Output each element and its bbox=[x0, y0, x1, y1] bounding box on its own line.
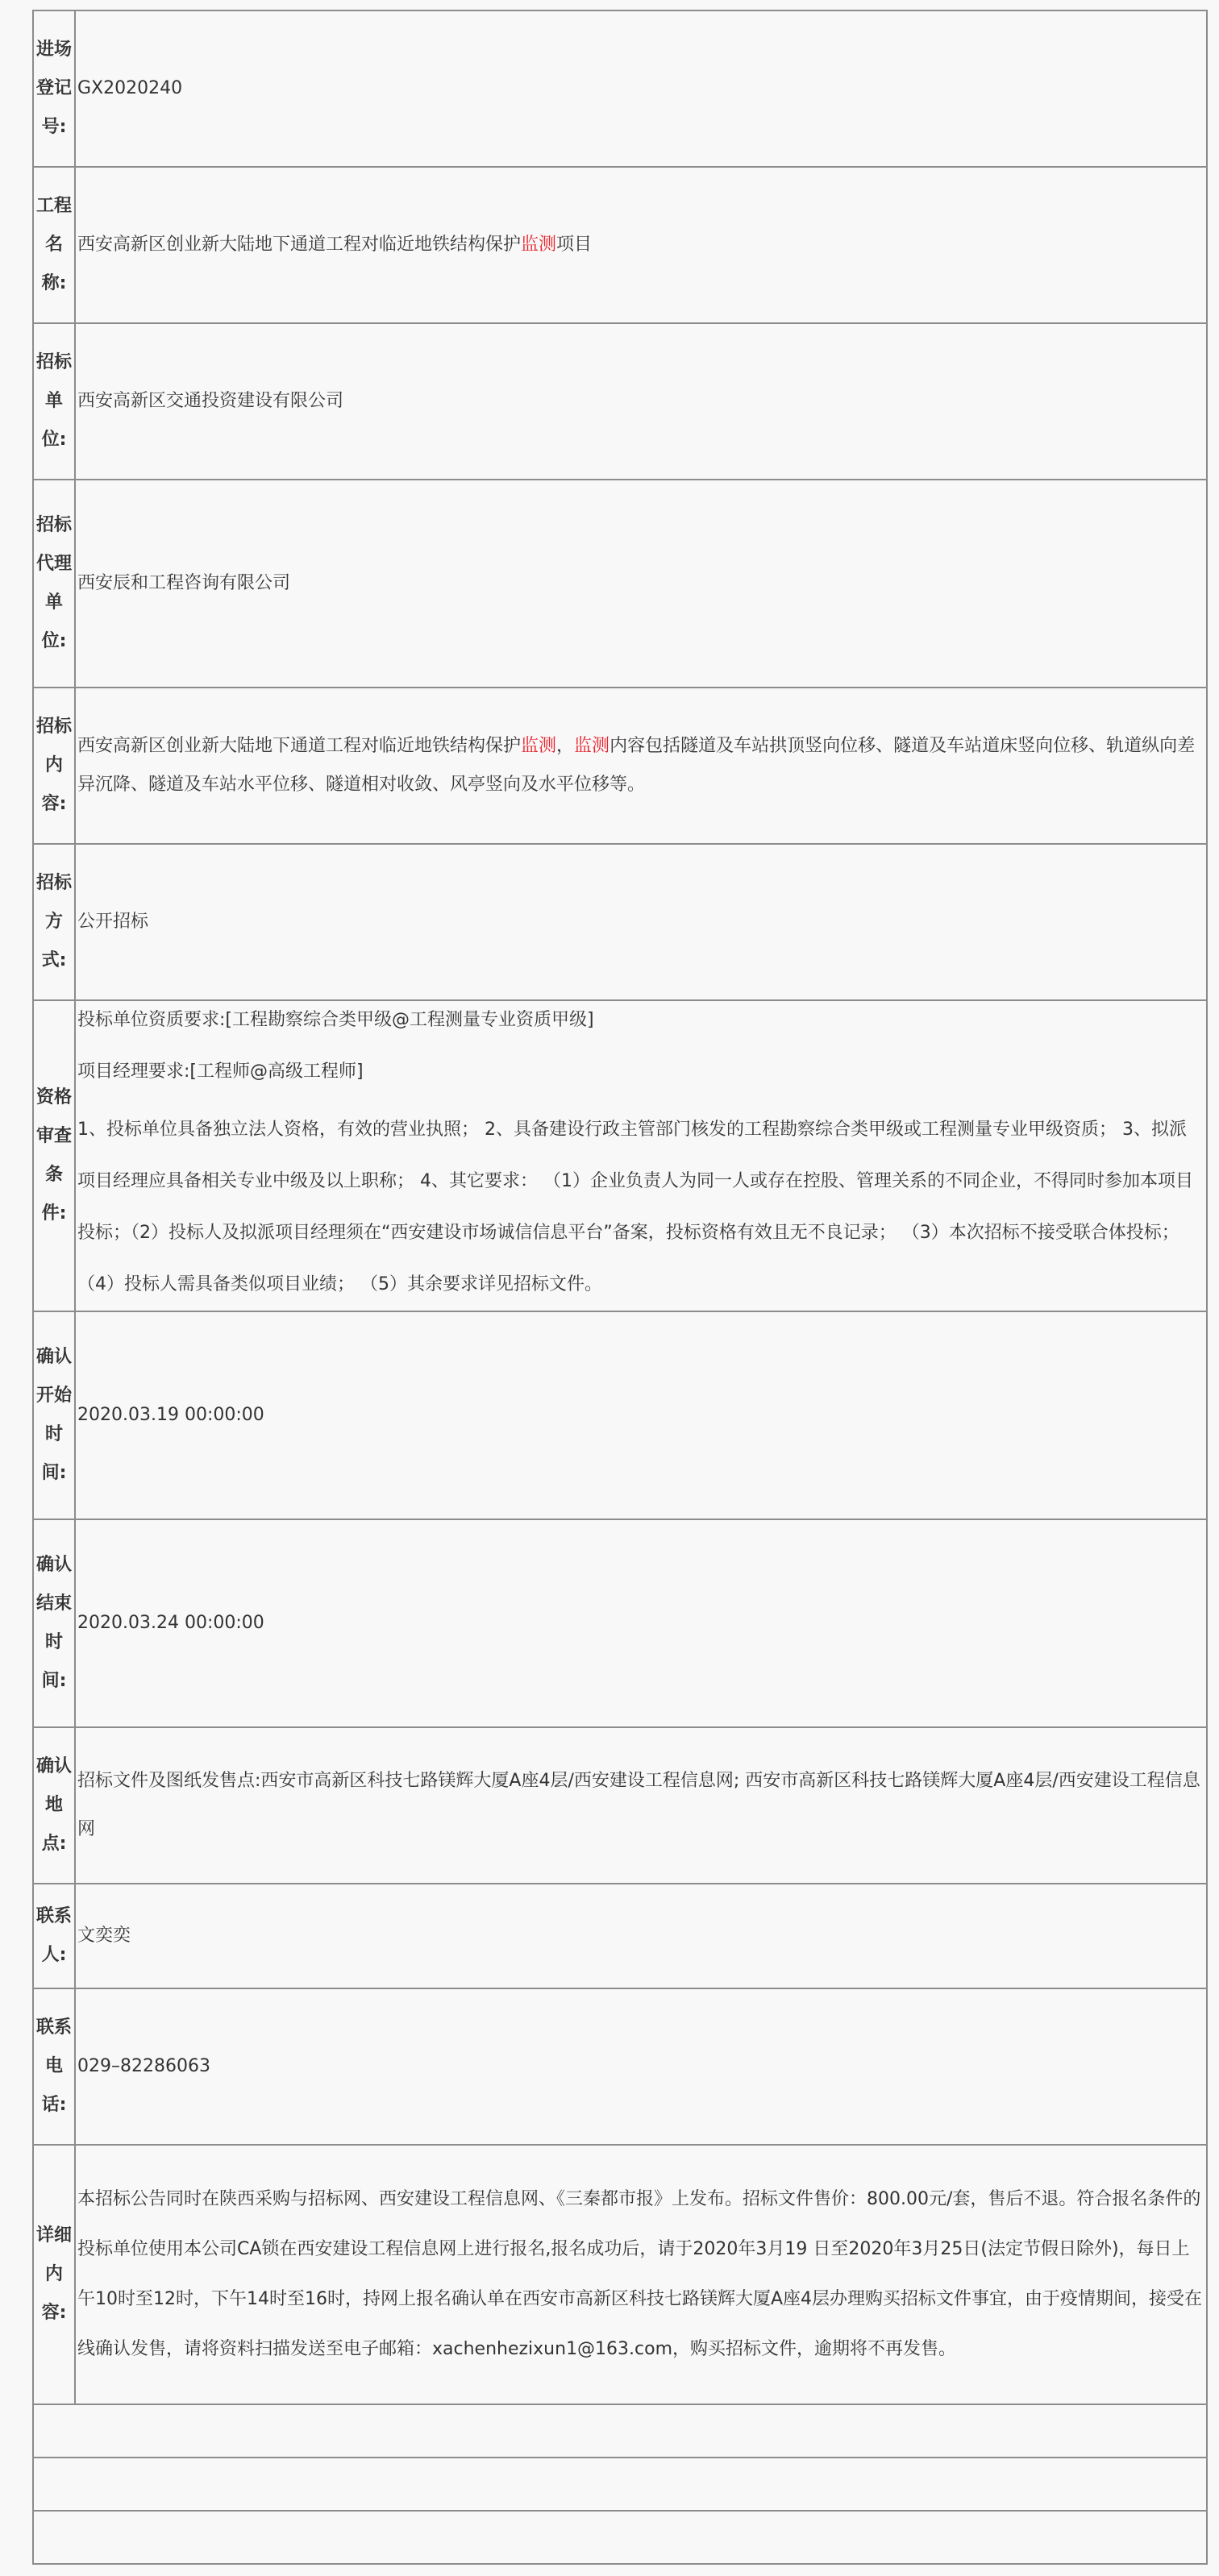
row-confirm-start-time bbox=[33, 1311, 1207, 1519]
row-details bbox=[33, 2145, 1207, 2404]
keyword-highlight: 监测 bbox=[574, 736, 610, 756]
row-tender-method bbox=[33, 844, 1207, 1000]
empty-cell bbox=[33, 2404, 1207, 2458]
confirm-start-time-label: 确认开始时间: bbox=[33, 1311, 75, 1519]
details-value: 本招标公告同时在陕西采购与招标网、西安建设工程信息网、《三秦都市报》上发布。招标文件售价：800.00元/套，售后不退。符合报名条件的投标单位使用本公司CA锁在西安建设工程信息网上进行报名,报名成功后，请于2020年3月19 日至2020年3月25日(法定节假日除外)，每日上午10时至12时，下午14时至16时，持网上报名确认单在西安市高新区科技七路镁辉大厦A座4层办理购买招标文件事宜，由于疫情期间，接受在线确认发售，请将资料扫描发送至电子邮箱：xachenhezixun1@163.com，购买招标文件，逾期将不再发售。 bbox=[75, 2145, 1207, 2404]
empty-row-1 bbox=[33, 2404, 1207, 2458]
confirm-end-time-value: 2020.03.24 00:00:00 bbox=[75, 1519, 1207, 1727]
row-contact-phone bbox=[33, 1988, 1207, 2145]
empty-cell bbox=[33, 2458, 1207, 2511]
row-tender-agent bbox=[33, 480, 1207, 688]
empty-row-2 bbox=[33, 2458, 1207, 2511]
confirm-location-label: 确认地点: bbox=[33, 1727, 75, 1884]
confirm-start-time-value: 2020.03.19 00:00:00 bbox=[75, 1311, 1207, 1519]
row-tender-content bbox=[33, 688, 1207, 844]
tender-agent-value: 西安辰和工程咨询有限公司 bbox=[75, 480, 1207, 688]
row-qualification bbox=[33, 1000, 1207, 1311]
project-name-label: 工程名称: bbox=[33, 167, 75, 323]
row-tenderer bbox=[33, 323, 1207, 480]
tenderer-value: 西安高新区交通投资建设有限公司 bbox=[75, 323, 1207, 480]
tender-info-table bbox=[32, 10, 1208, 2565]
empty-cell bbox=[33, 2511, 1207, 2564]
manager-requirement: 项目经理要求:[工程师@高级工程师] bbox=[77, 1062, 364, 1082]
keyword-highlight: 监测 bbox=[521, 736, 557, 756]
registration-number-label: 进场登记号: bbox=[33, 10, 75, 167]
qualification-label: 资格审查条件: bbox=[33, 1000, 75, 1311]
empty-row-3 bbox=[33, 2511, 1207, 2564]
row-project-name bbox=[33, 167, 1207, 323]
row-registration-number bbox=[33, 10, 1207, 167]
registration-number-value: GX2020240 bbox=[75, 10, 1207, 167]
contact-person-label: 联系人: bbox=[33, 1884, 75, 1988]
tender-content-value: 西安高新区创业新大陆地下通道工程对临近地铁结构保护监测，监测内容包括隧道及车站拱顶竖向位移、隧道及车站道床竖向位移、轨道纵向差异沉降、隧道及车站水平位移、隧道相对收敛、风亭竖向及水平位移等。 bbox=[75, 688, 1207, 844]
confirm-location-value: 招标文件及图纸发售点:西安市高新区科技七路镁辉大厦A座4层/西安建设工程信息网; 西安市高新区科技七路镁辉大厦A座4层/西安建设工程信息网 bbox=[75, 1727, 1207, 1884]
row-contact-person bbox=[33, 1884, 1207, 1988]
tenderer-label: 招标单位: bbox=[33, 323, 75, 480]
qualification-requirement: 投标单位资质要求:[工程勘察综合类甲级@工程测量专业资质甲级] bbox=[77, 1010, 594, 1030]
confirm-end-time-label: 确认结束时间: bbox=[33, 1519, 75, 1727]
project-name-value: 西安高新区创业新大陆地下通道工程对临近地铁结构保护监测项目 bbox=[75, 167, 1207, 323]
tender-content-label: 招标内容: bbox=[33, 688, 75, 844]
tender-method-label: 招标方式: bbox=[33, 844, 75, 1000]
contact-person-value: 文奕奕 bbox=[75, 1884, 1207, 1988]
contact-phone-value: 029–82286063 bbox=[75, 1988, 1207, 2145]
tender-method-value: 公开招标 bbox=[75, 844, 1207, 1000]
row-confirm-location bbox=[33, 1727, 1207, 1884]
tender-agent-label: 招标代理单位: bbox=[33, 480, 75, 688]
qualification-value bbox=[75, 1000, 1207, 1311]
other-requirements: 1、投标单位具备独立法人资格，有效的营业执照； 2、具备建设行政主管部门核发的工程勘察综合类甲级或工程测量专业甲级资质； 3、拟派项目经理应具备相关专业中级及以上职称； 4、其它要求： （1）企业负责人为同一人或存在控股、管理关系的不同企业，不得同时参加本项目投标；（2）投标人及拟派项目经理须在“西安建设市场诚信信息平台”备案，投标资格有效且无不良记录； （3）本次招标不接受联合体投标； （4）投标人需具备类似项目业绩； （5）其余要求详见招标文件。 bbox=[77, 1120, 1193, 1294]
details-label: 详细内容: bbox=[33, 2145, 75, 2404]
keyword-highlight: 监测 bbox=[521, 235, 557, 255]
row-confirm-end-time bbox=[33, 1519, 1207, 1727]
contact-phone-label: 联系电话: bbox=[33, 1988, 75, 2145]
